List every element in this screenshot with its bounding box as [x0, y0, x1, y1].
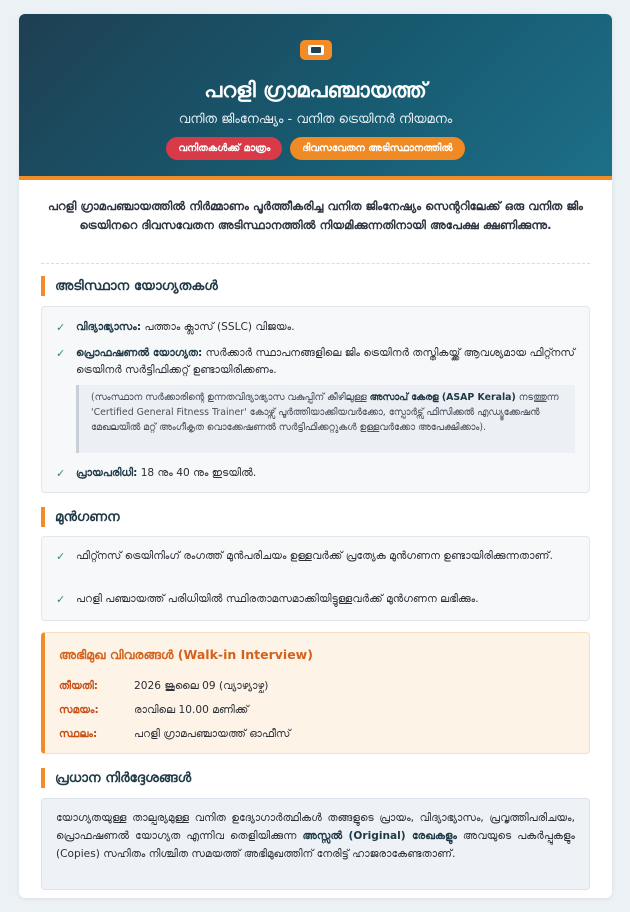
preference-text: ഫിറ്റ്നസ് ട്രെയിനിംഗ് രംഗത്ത് മുൻപരിചയം ഉള്ളവർക്ക് പ്രത്യേക മുൻഗണന ഉണ്ടായിരിക്കുന്നതാണ്.: [76, 550, 553, 562]
instructions-highlight: അസ്സൽ (Original) രേഖകളും: [302, 830, 457, 842]
instructions-box: [41, 798, 590, 890]
check-icon: ✓: [56, 593, 66, 606]
notice-card: [19, 14, 612, 898]
qualification-note: [76, 385, 575, 453]
walkin-box: [41, 632, 590, 754]
walkin-label: സമയം:: [59, 704, 99, 716]
check-icon: ✓: [56, 550, 66, 563]
header: [19, 14, 612, 180]
walkin-value: പറളി ഗ്രാമപഞ്ചായത്ത് ഓഫീസ്: [134, 728, 291, 740]
walkin-label: സ്ഥലം:: [59, 728, 98, 740]
walkin-label: തീയതി:: [59, 680, 99, 692]
qualification-label: വിദ്യാഭ്യാസം:: [76, 321, 142, 333]
qualifications-box: [41, 306, 590, 493]
preference-item: [56, 591, 575, 608]
preference-heading: മുൻഗണന: [41, 507, 120, 527]
check-icon: ✓: [56, 467, 66, 480]
walkin-row-date: [59, 678, 579, 694]
daily-wage-badge: ദിവസവേതന അടിസ്ഥാനത്തിൽ: [290, 137, 464, 160]
note-text: (സംസ്ഥാന സർക്കാരിന്റെ ഉന്നതവിദ്യാഭ്യാസ വകുപ്പിന് കീഴിലുള്ള: [91, 392, 370, 403]
briefcase-icon: [299, 39, 333, 61]
women-only-badge: വനിതകൾക്ക് മാത്രം: [166, 137, 282, 160]
walkin-row-time: [59, 702, 579, 718]
preference-box: [41, 536, 590, 621]
intro-text: പറളി ഗ്രാമപഞ്ചായത്തിൽ നിർമ്മാണം പൂർത്തീകരിച്ച വനിത ജിംനേഷ്യം സെന്ററിലേക്ക് ഒരു വനിത ജിം ട്രെയിനറെ ദിവസവേതന അടിസ്ഥാനത്തിൽ നിയമിക്കുന്നതിനായി അപേക്ഷ ക്ഷണിക്കുന്നു.: [47, 199, 584, 232]
note-highlight: അസാപ് കേരള (ASAP Kerala): [369, 392, 516, 403]
page-title: പറളി ഗ്രാമപഞ്ചായത്ത്: [204, 78, 427, 102]
qualification-item-professional: [56, 345, 575, 379]
qualification-item-education: [56, 319, 575, 336]
check-icon: ✓: [56, 321, 66, 334]
qualification-text: 18 നും 40 നും ഇടയിൽ.: [137, 467, 257, 479]
walkin-row-place: [59, 726, 579, 742]
qualification-label: പ്രൊഫഷണൽ യോഗ്യത:: [76, 347, 203, 359]
instructions-heading: പ്രധാന നിർദ്ദേശങ്ങൾ: [41, 768, 191, 788]
walkin-value: 2026 ജൂലൈ 09 (വ്യാഴ്യാഴ്ച): [134, 680, 269, 692]
qualification-label: പ്രായപരിധി:: [76, 467, 138, 479]
qualification-text: പത്താം ക്ലാസ് (SSLC) വിജയം.: [141, 321, 295, 333]
note-text: നടത്തുന്ന 'Certified General Fitness Trainer' കോഴ്സ് പൂർത്തിയാക്കിയവർക്കോ, സ്പോർട്സ് ഫിസിക്കൽ എഡ്യൂക്കേഷൻ മേഖലയിൽ മറ്റ് അംഗീകൃത വൊക്കേഷണൽ സർട്ടിഫിക്കറ്റുകൾ ഉള്ളവർക്കോ അപേക്ഷിക്കാം).: [91, 392, 559, 433]
badge-group: [19, 137, 612, 160]
preference-item: [56, 548, 575, 565]
walkin-value: രാവിലെ 10.00 മണിക്ക്: [134, 704, 249, 716]
qualification-text: സർക്കാർ സ്ഥാപനങ്ങളിലെ ജിം ട്രെയിനർ തസ്തികയ്ക്ക് ആവശ്യമായ ഫിറ്റ്നസ് ട്രെയിനർ സർട്ടിഫിക്കറ്റ് ഉണ്ടായിരിക്കണം.: [76, 347, 575, 376]
divider: [41, 263, 590, 264]
qualification-item-age: [56, 465, 575, 482]
preference-text: പറളി പഞ്ചായത്ത് പരിധിയിൽ സ്ഥിരതാമസമാക്കിയിട്ടുള്ളവർക്ക് മുൻഗണന ലഭിക്കും.: [76, 593, 479, 605]
instructions-text: അവയുടെ പകർപ്പുകളും (Copies) സഹിതം നിശ്ചിത സമയത്ത് അഭിമുഖത്തിന് നേരിട്ട് ഹാജരാകേണ്ടതാണ്.: [56, 830, 575, 860]
page-subtitle: വനിത ജിംനേഷ്യം - വനിത ട്രെയിനർ നിയമനം: [178, 112, 453, 127]
qualifications-heading: അടിസ്ഥാന യോഗ്യതകൾ: [41, 276, 218, 296]
instructions-text: യോഗ്യതയുള്ള താല്പര്യമുള്ള വനിത ഉദ്യോഗാർത്ഥികൾ തങ്ങളുടെ പ്രായം, വിദ്യാഭ്യാസം, പ്രവൃത്തിപരിചയം, പ്രൊഫഷണൽ യോഗ്യത എന്നിവ തെളിയിക്കുന്ന: [56, 812, 575, 842]
check-icon: ✓: [56, 347, 66, 360]
walkin-title: അഭിമുഖ വിവരങ്ങൾ (Walk-in Interview): [59, 647, 313, 662]
